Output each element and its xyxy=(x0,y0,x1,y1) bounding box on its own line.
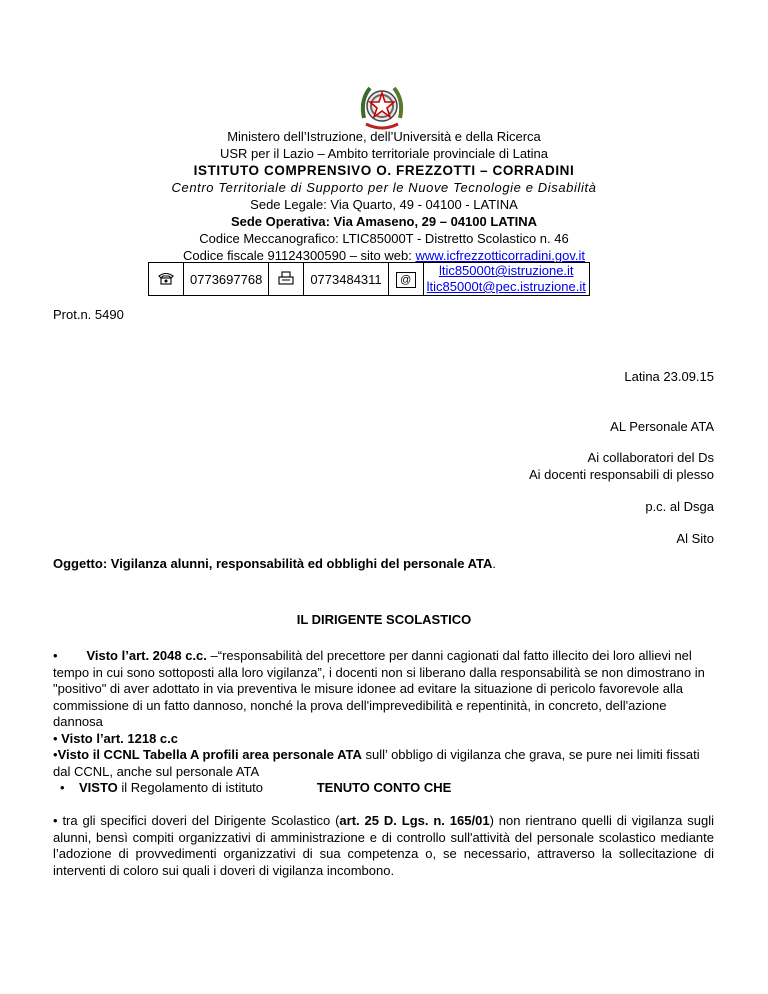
recipient-collaborators xyxy=(529,449,714,483)
paragraph-text-a: tra gli specifici doveri del Dirigente Scolastico ( xyxy=(57,813,340,828)
email-link[interactable]: ltic85000t@istruzione.it xyxy=(438,263,574,278)
item-bold: Visto l’art. 2048 c.c. xyxy=(86,648,207,663)
list-item: • VISTO il Regolamento di istituto xyxy=(60,780,264,795)
letter-date: Latina 23.09.15 xyxy=(624,369,714,384)
duties-paragraph: • tra gli specifici doveri del Dirigente Scolastico (art. 25 D. Lgs. n. 165/01) non rientrano quelli di vigilanza sugli alunni, bensì compiti organizzativi di amministrazione e di controllo sull'attività del personale scolastico mediante l’adozione di provvedimenti organizzativi di sua competenza o, se necessario, attraverso la sollecitazione di interventi di coloro sui quali i doveri di vigilanza incombono. xyxy=(53,813,715,878)
item-text: sull’ obbligo di vigilanza che grava, se pure nei limiti fissati dal CCNL, anche sul personale ATA xyxy=(53,747,700,779)
school-name: ISTITUTO COMPRENSIVO O. FREZZOTTI – CORRADINI xyxy=(193,163,575,178)
ministry-line: Ministero dell’Istruzione, dell’Università e della Ricerca xyxy=(227,129,541,144)
item-bold: Visto il CCNL Tabella A profili area personale ATA xyxy=(57,747,362,762)
contact-table xyxy=(148,262,590,296)
operational-seat-line: Sede Operativa: Via Amaseno, 29 – 04100 LATINA xyxy=(230,214,538,229)
email-cell xyxy=(423,263,589,296)
item-text: –“responsabilità del precettore per danni cagionati dal fatto illecito dei loro allievi nel tempo in cui sono sottoposti alla loro vigilanza”, i docenti non si liberano dalla responsabilità se non dimostrano in "positivo" di aver adottato in via preventiva le misure idonee ad evitare la situazione di pericolo favorevole alla commissione di un fatto dannoso, nonché la prova dell'imprevedibilità e repentinità, in concreto, dell'azione dannosa xyxy=(53,648,705,729)
list-item: • Visto l’art. 2048 c.c. –“responsabilità del precettore per danni cagionati dal fatto illecito dei loro allievi nel tempo in cui sono sottoposti alla loro vigilanza”, i docenti non si liberano dalla responsabilità se non dimostrano in "positivo" di aver adottato in via preventiva le misure idonee ad evitare la situazione di pericolo favorevole alla commissione di un fatto dannoso, nonché la prova dell'imprevedibilità e repentinità, in concreto, dell'azione dannosa xyxy=(53,648,705,729)
list-item: • Visto l’art. 1218 c.c xyxy=(53,730,179,746)
fax-icon xyxy=(269,263,304,296)
section-title-dirigente: IL DIRIGENTE SCOLASTICO xyxy=(296,612,472,627)
recipient-site: Al Sito xyxy=(676,531,714,546)
subject-period: . xyxy=(492,556,497,571)
cc-dsga: p.c. al Dsga xyxy=(645,499,714,514)
section-title-tenuto-conto: TENUTO CONTO CHE xyxy=(316,780,452,795)
fiscal-code-text: Codice fiscale 91124300590 – sito web: xyxy=(182,248,416,263)
recipient-collaborators-line: Ai collaboratori del Ds xyxy=(587,450,714,465)
website-link[interactable]: www.icfrezzotticorradini.gov.it xyxy=(415,248,586,263)
protocol-number: Prot.n. 5490 xyxy=(53,307,124,322)
subject-line xyxy=(53,556,496,571)
considerations-list xyxy=(53,648,714,797)
paragraph-text-b: ) non rientrano quelli di vigilanza sugli alunni, bensì compiti organizzativi di amministrazione e di controllo sull'attività del personale scolastico mediante l’adozione di provvedimenti organizzativi di sua competenza o, se necessario, attraverso la sollecitazione di interventi di coloro sui quali i doveri di vigilanza incombono. xyxy=(53,813,715,878)
legal-seat-line: Sede Legale: Via Quarto, 49 - 04100 - LATINA xyxy=(250,197,518,212)
law-reference: art. 25 D. Lgs. n. 165/01 xyxy=(339,813,490,828)
telephone-icon xyxy=(149,263,184,296)
item-bold: VISTO xyxy=(79,780,118,795)
recipient-ata: AL Personale ATA xyxy=(610,419,714,434)
at-sign-icon: @ xyxy=(388,263,423,296)
support-center-line: Centro Territoriale di Supporto per le Nuove Tecnologie e Disabilità xyxy=(171,180,597,195)
list-item: •Visto il CCNL Tabella A profili area personale ATA sull’ obbligo di vigilanza che grava, se pure nei limiti fissati dal CCNL, anche sul personale ATA xyxy=(53,747,700,779)
fax-number: 0773484311 xyxy=(304,263,388,296)
subject-text: Oggetto: Vigilanza alunni, responsabilità ed obblighi del personale ATA xyxy=(53,556,493,571)
item-bold: Visto l’art. 1218 c.c xyxy=(61,730,179,746)
codes-line: Codice Meccanografico: LTIC85000T - Distretto Scolastico n. 46 xyxy=(199,231,569,246)
recipient-teachers-line: Ai docenti responsabili di plesso xyxy=(529,467,714,482)
item-text: il Regolamento di istituto xyxy=(117,780,264,795)
letterhead xyxy=(0,128,768,264)
phone-number: 0773697768 xyxy=(184,263,269,296)
pec-email-link[interactable]: ltic85000t@pec.istruzione.it xyxy=(426,279,586,294)
usr-line: USR per il Lazio – Ambito territoriale provinciale di Latina xyxy=(219,146,549,161)
